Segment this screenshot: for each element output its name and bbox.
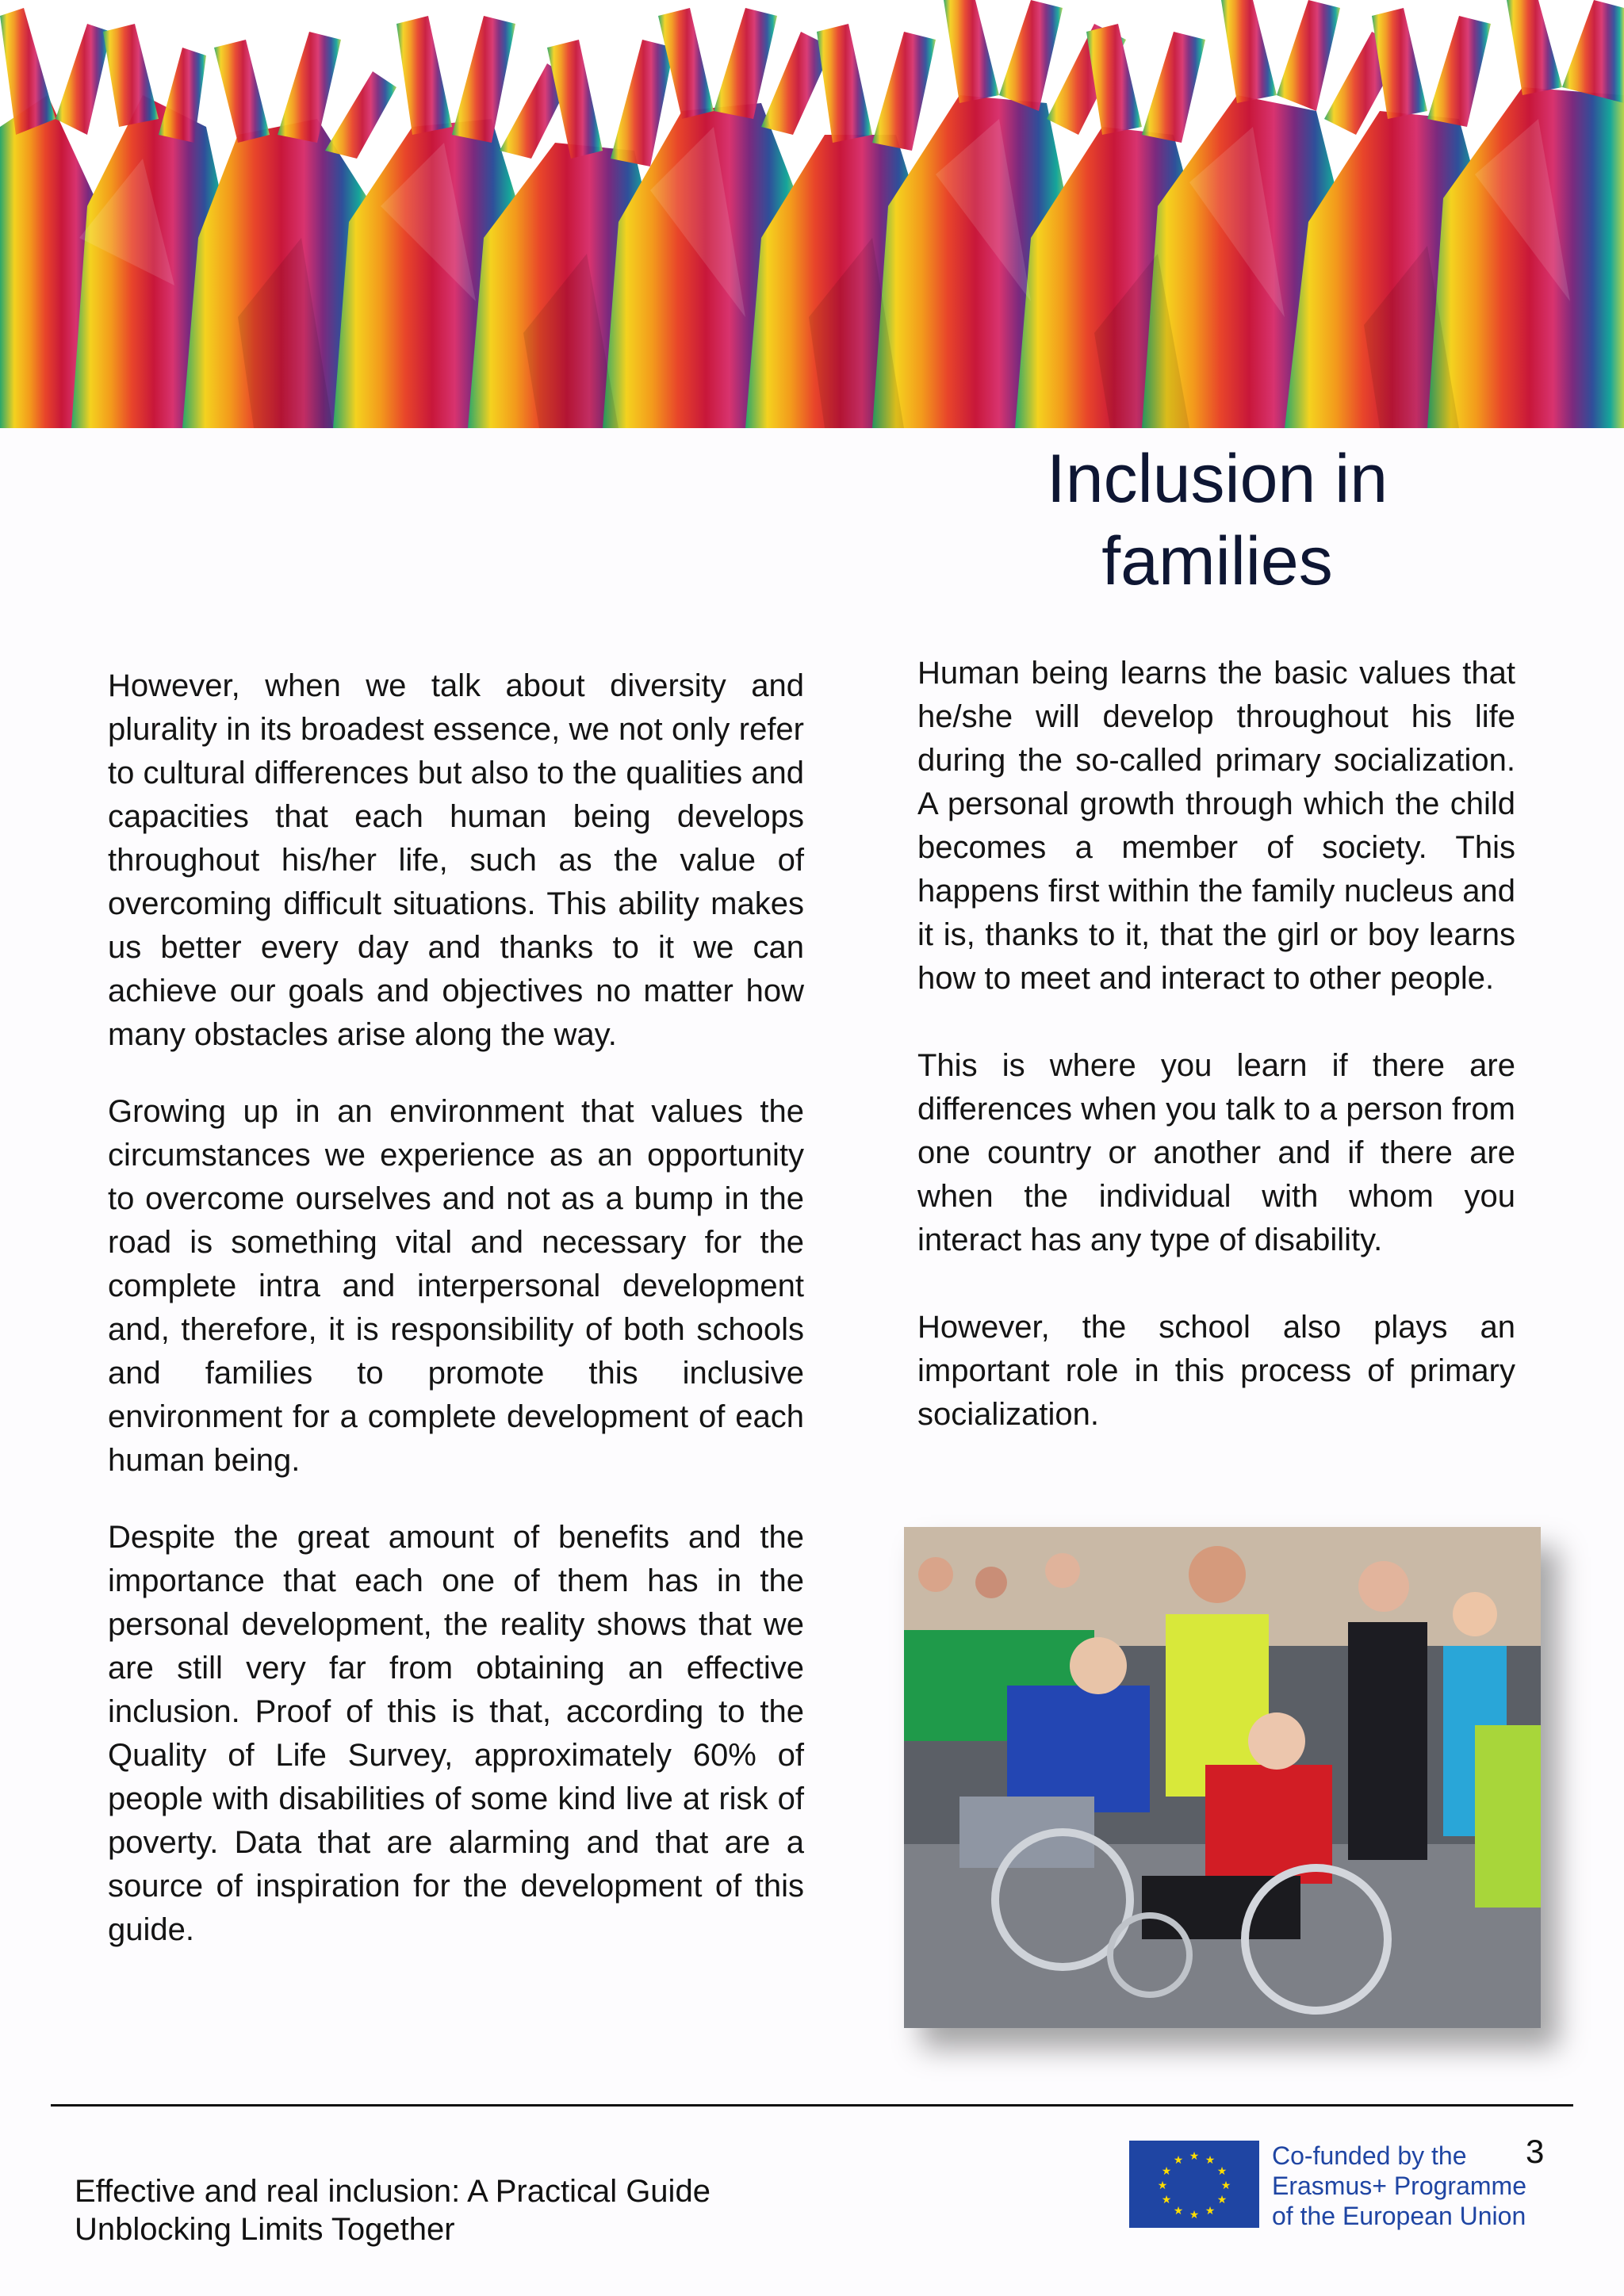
svg-text:★: ★ <box>1157 2179 1168 2192</box>
footer-title <box>75 2172 710 2248</box>
svg-text:★: ★ <box>1161 2165 1172 2178</box>
svg-text:★: ★ <box>1205 2154 1216 2167</box>
right-paragraph-3: However, the school also plays an important role in this process of primary socialization. <box>917 1310 1515 1432</box>
wheelchair-race-photo <box>904 1527 1541 2028</box>
svg-text:★: ★ <box>1189 2209 1200 2221</box>
left-column <box>108 664 804 1952</box>
left-paragraph-2: Growing up in an environment that values the circumstances we experience as an opportunity to overcome ourselves and not as a bump in the road is something vital and necessary for the complete intra and interpersonal development and, therefore, it is responsibility of both schools and families to promote this inclusive environment for a complete development of each human being. <box>108 1094 804 1478</box>
footer-line-2: Unblocking Limits Together <box>75 2212 455 2247</box>
eu-flag-icon <box>1129 2141 1259 2228</box>
page-title <box>904 438 1530 603</box>
banner-hands-illustration <box>0 0 1624 428</box>
svg-text:★: ★ <box>1205 2205 1216 2218</box>
right-paragraph-1: Human being learns the basic values that he/she will develop throughout his life during the so-called primary socialization. A personal growth through which the child becomes a member of society. This happens first within the family nucleus and it is, thanks to it, that the girl or boy learns how to meet and interact to other people. <box>917 656 1515 996</box>
right-paragraph-2: This is where you learn if there are differences when you talk to a person from one country or another and if there are when the individual with whom you interact has any type of disability. <box>917 1048 1515 1257</box>
svg-text:★: ★ <box>1189 2150 1200 2163</box>
right-column <box>917 652 1515 1437</box>
title-line-1: Inclusion in <box>1046 441 1388 517</box>
eu-cofunded-label <box>1272 2141 1526 2231</box>
svg-text:★: ★ <box>1216 2165 1228 2178</box>
footer-line-1: Effective and real inclusion: A Practical Guide <box>75 2174 710 2209</box>
svg-text:★: ★ <box>1161 2194 1172 2206</box>
svg-text:★: ★ <box>1173 2205 1184 2218</box>
eu-line-1: Co-funded by the <box>1272 2141 1467 2170</box>
svg-text:★: ★ <box>1216 2194 1228 2206</box>
footer-divider <box>51 2104 1573 2107</box>
left-paragraph-3: Despite the great amount of benefits and the importance that each one of them has in the personal development, the reality shows that we are still very far from obtaining an effective inclusion. Proof of this is that, according to the Quality of Life Survey, approximately 60% of people with disabilities of some kind live at risk of poverty. Data that are alarming and that are a source of inspiration for the development of this guide. <box>108 1520 804 1947</box>
svg-text:★: ★ <box>1220 2179 1231 2192</box>
eu-line-2: Erasmus+ Programme <box>1272 2172 1526 2200</box>
eu-line-3: of the European Union <box>1272 2202 1526 2230</box>
page-number: 3 <box>1526 2133 1545 2170</box>
title-line-2: families <box>1101 523 1333 599</box>
svg-text:★: ★ <box>1173 2154 1184 2167</box>
left-paragraph-1: However, when we talk about diversity and plurality in its broadest essence, we not only refer to cultural differences but also to the qualities and capacities that each human being develops throughout his/her life, such as the value of overcoming difficult situations. This ability makes us better every day and thanks to it we can achieve our goals and objectives no matter how many obstacles arise along the way. <box>108 668 804 1052</box>
